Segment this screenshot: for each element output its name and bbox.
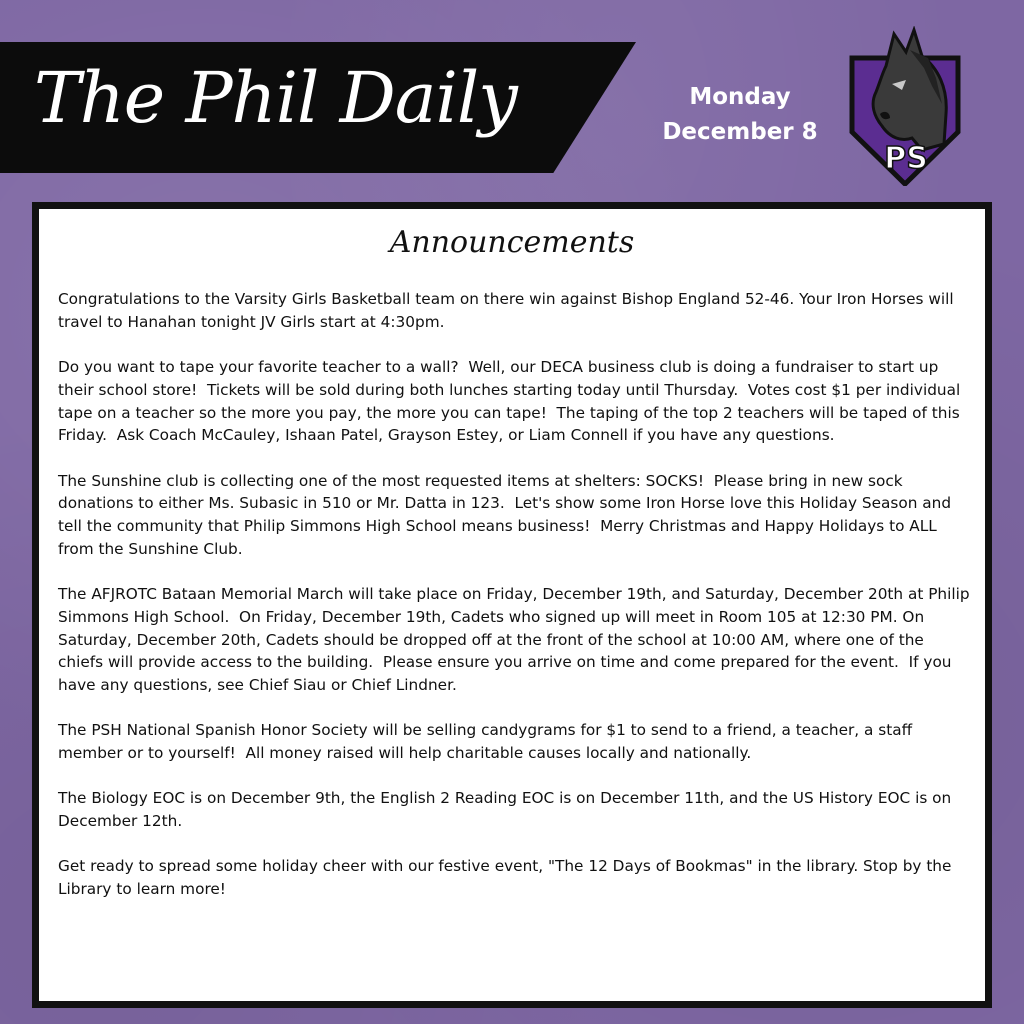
logo-initials: PS [884, 141, 928, 176]
date-block [650, 80, 830, 150]
announcement-sunshine-club: The Sunshine club is collecting one of the most requested items at shelters: SOCKS! Please bring in new sock donations to either Ms. Subasic in 510 or Mr. Datta in 123. Let's show some Iron Horse love this Holiday Season and tell the community that Philip Simmons High School means business! Merry Christmas and Happy Holidays to ALL from the Sunshine Club. [58, 471, 956, 558]
day-label: Monday [689, 84, 791, 110]
announcements-heading: Announcements [389, 225, 635, 260]
announcement-basketball: Congratulations to the Varsity Girls Basketball team on there win against Bishop England 52-46. Your Iron Horses will travel to Hanahan tonight JV Girls start at 4:30pm. [58, 290, 959, 331]
announcement-eoc-schedule: The Biology EOC is on December 9th, the English 2 Reading EOC is on December 11th, and the US History EOC is on December 12th. [58, 789, 957, 831]
date-label: December 8 [662, 119, 818, 145]
iron-horse-logo [846, 26, 964, 186]
announcement-afjrotc-march: The AFJROTC Bataan Memorial March will take place on Friday, December 19th, and Saturday, December 20th at Philip Simmons High School. On Friday, December 19th, Cadets who signed up will meet in Room 105 at 12:30 PM. On Saturday, December 20th, Cadets should be dropped off at the front of the school at 10:00 AM, where one of the chiefs will provide access to the building. Please ensure you arrive on time and come prepared for the event. If you have any questions, see Chief Siau or Chief Lindner. [58, 585, 975, 694]
announcement-spanish-honor-society: The PSH National Spanish Honor Society will be selling candygrams for $1 to send to a friend, a teacher, a staff member or to yourself! All money raised will help charitable causes locally and nationally. [58, 721, 918, 762]
announcements-list [58, 288, 973, 924]
announcements-panel [32, 202, 992, 1008]
announcement-deca-fundraiser: Do you want to tape your favorite teacher to a wall? Well, our DECA business club is doing a fundraiser to start up their school store! Tickets will be sold during both lunches starting today until Thursday. Votes cost $1 per individual tape on a teacher so the more you pay, the more you can tape! The taping of the top 2 teachers will be taped of this Friday. Ask Coach McCauley, Ishaan Patel, Grayson Estey, or Liam Connell if you have any questions. [58, 358, 966, 445]
announcement-bookmas: Get ready to spread some holiday cheer with our festive event, "The 12 Days of Bookmas" in the library. Stop by the Library to learn more! [58, 857, 957, 899]
newsletter-title: The Phil Daily [34, 57, 517, 139]
